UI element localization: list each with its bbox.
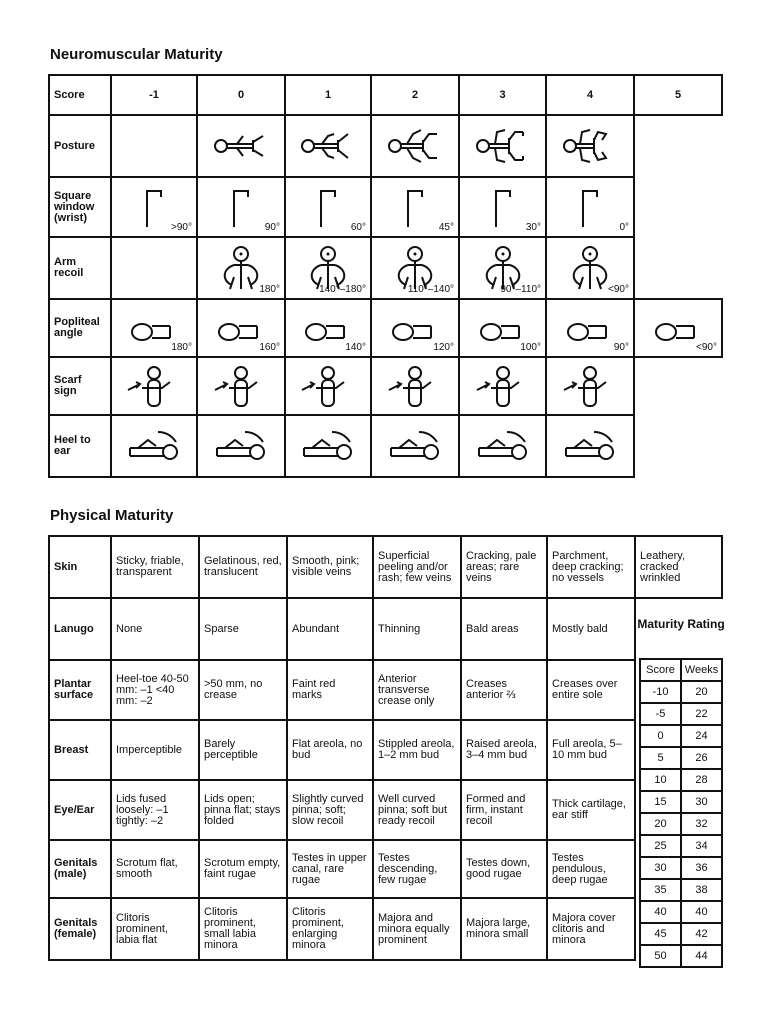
score-column-header: 5 xyxy=(634,75,722,115)
cell-text: Heel-toe 40-50 mm: –1 <40 mm: –2 xyxy=(116,672,189,707)
angle-label: 100° xyxy=(520,342,541,353)
cell-text: Smooth, pink; visible veins xyxy=(292,555,360,578)
physical-cell xyxy=(199,660,287,720)
physical-row xyxy=(49,720,722,780)
angle-label: 120° xyxy=(433,342,454,353)
cell-text: Creases anterior ⅔ xyxy=(466,678,516,701)
neuro-row-label: Heel to ear xyxy=(49,415,111,477)
physical-cell xyxy=(461,840,547,898)
physical-cell xyxy=(373,898,461,960)
neuro-cell xyxy=(546,299,634,357)
angle-label: 0° xyxy=(619,222,629,233)
physical-maturity-title: Physical Maturity xyxy=(50,507,174,524)
physical-cell xyxy=(287,840,373,898)
maturity-rating-title: Maturity Rating xyxy=(637,617,725,631)
neuro-cell xyxy=(111,299,197,357)
neuro-cell xyxy=(111,177,197,237)
maturity-score: 45 xyxy=(640,923,681,945)
popliteal-icon xyxy=(376,312,454,344)
posture-1-icon xyxy=(290,126,366,166)
maturity-header: Weeks xyxy=(681,659,722,681)
physical-cell xyxy=(547,598,635,660)
angle-label: 160° xyxy=(259,342,280,353)
neuro-cell xyxy=(634,299,722,357)
neuro-cell xyxy=(197,357,285,415)
physical-cell xyxy=(287,780,373,840)
neuro-row-label: Scarf sign xyxy=(49,357,111,415)
neuro-row-label: Square window (wrist) xyxy=(49,177,111,237)
physical-cell xyxy=(199,898,287,960)
physical-cell xyxy=(111,598,199,660)
maturity-row xyxy=(640,901,722,923)
neuro-cell xyxy=(111,357,197,415)
angle-label: 110°–140° xyxy=(407,284,454,295)
heel-ear-icon xyxy=(376,426,454,466)
physical-cell xyxy=(199,720,287,780)
cell-text: Imperceptible xyxy=(116,743,183,756)
cell-text: Sparse xyxy=(204,622,239,635)
maturity-score: 40 xyxy=(640,901,681,923)
cell-text: Cracking, pale areas; rare veins xyxy=(466,549,537,584)
neuro-cell xyxy=(285,357,371,415)
physical-cell xyxy=(373,840,461,898)
cell-text: Testes in upper canal, rare rugae xyxy=(292,851,367,886)
physical-cell xyxy=(461,720,547,780)
maturity-weeks: 22 xyxy=(681,703,722,725)
cell-text: Scrotum flat, smooth xyxy=(116,857,178,880)
maturity-score: 30 xyxy=(640,857,681,879)
physical-cell xyxy=(287,720,373,780)
physical-cell xyxy=(373,660,461,720)
cell-text: Mostly bald xyxy=(552,622,608,635)
physical-row xyxy=(49,780,722,840)
heel-ear-icon xyxy=(290,426,366,466)
neuro-cell xyxy=(371,415,459,477)
heel-ear-icon xyxy=(202,426,280,466)
maturity-weeks: 24 xyxy=(681,725,722,747)
cell-text: Raised areola, 3–4 mm bud xyxy=(466,738,537,761)
angle-label: 90°–110° xyxy=(500,284,541,295)
cell-text: Leathery, cracked wrinkled xyxy=(640,549,686,584)
physical-row-label: Plantar surface xyxy=(49,660,111,720)
cell-text: Lids open; pinna flat; stays folded xyxy=(204,792,281,827)
maturity-row xyxy=(640,835,722,857)
popliteal-icon xyxy=(202,312,280,344)
physical-cell xyxy=(287,660,373,720)
physical-cell xyxy=(111,780,199,840)
physical-cell xyxy=(287,598,373,660)
cell-text: Thinning xyxy=(378,622,421,635)
angle-label: 180° xyxy=(171,342,192,353)
physical-cell xyxy=(287,898,373,960)
neuro-row xyxy=(49,415,722,477)
maturity-score: 10 xyxy=(640,769,681,791)
cell-text: Clitoris prominent, labia flat xyxy=(116,911,168,946)
empty-cell xyxy=(634,357,722,415)
physical-cell xyxy=(547,536,635,598)
physical-cell xyxy=(111,840,199,898)
scarf-icon xyxy=(376,364,454,408)
physical-cell xyxy=(461,536,547,598)
angle-label: 30° xyxy=(525,222,541,233)
neuro-cell xyxy=(459,177,546,237)
physical-cell xyxy=(547,840,635,898)
cell-text: Testes pendulous, deep rugae xyxy=(552,851,608,886)
scarf-icon xyxy=(290,364,366,408)
neuro-cell xyxy=(285,237,371,299)
neuro-cell xyxy=(285,415,371,477)
posture-0-icon xyxy=(202,126,280,166)
cell-text: Abundant xyxy=(292,622,340,635)
cell-text: Flat areola, no bud xyxy=(292,738,363,761)
neuro-cell xyxy=(546,177,634,237)
cell-text: Majora and minora equally prominent xyxy=(378,911,450,946)
neuro-cell xyxy=(546,237,634,299)
posture-2-icon xyxy=(376,126,454,166)
angle-label: <90° xyxy=(608,284,629,295)
neuro-row-label: Popliteal angle xyxy=(49,299,111,357)
neuro-cell xyxy=(546,357,634,415)
neuro-row-label: Arm recoil xyxy=(49,237,111,299)
physical-cell xyxy=(111,536,199,598)
empty-cell xyxy=(634,237,722,299)
maturity-score: 25 xyxy=(640,835,681,857)
physical-cell xyxy=(111,898,199,960)
cell-text: Superficial peeling and/or rash; few veins xyxy=(378,549,452,584)
maturity-weeks: 30 xyxy=(681,791,722,813)
maturity-score: -5 xyxy=(640,703,681,725)
cell-text: Majora cover clitoris and minora xyxy=(552,911,616,946)
physical-cell xyxy=(373,598,461,660)
empty-cell xyxy=(634,177,722,237)
physical-row xyxy=(49,660,722,720)
neuro-cell xyxy=(459,115,546,177)
neuro-row xyxy=(49,237,722,299)
maturity-header-row xyxy=(640,659,722,681)
physical-cell xyxy=(111,720,199,780)
cell-text: Clitoris prominent, small labia minora xyxy=(204,906,256,951)
physical-row xyxy=(49,840,722,898)
physical-maturity-table xyxy=(48,535,723,961)
cell-text: Barely perceptible xyxy=(204,738,258,761)
maturity-row xyxy=(640,879,722,901)
angle-label: 90° xyxy=(264,222,280,233)
maturity-row xyxy=(640,791,722,813)
maturity-weeks: 20 xyxy=(681,681,722,703)
physical-cell xyxy=(547,660,635,720)
angle-label: 90° xyxy=(613,342,629,353)
neuro-cell xyxy=(371,115,459,177)
scarf-icon xyxy=(116,364,192,408)
angle-label: 180° xyxy=(259,284,280,295)
cell-text: Parchment, deep cracking; no vessels xyxy=(552,549,624,584)
cell-text: Full areola, 5–10 mm bud xyxy=(552,738,622,761)
neuro-cell xyxy=(459,415,546,477)
maturity-score: 5 xyxy=(640,747,681,769)
angle-label: 60° xyxy=(350,222,366,233)
neuro-row xyxy=(49,299,722,357)
cell-text: Creases over entire sole xyxy=(552,678,618,701)
neuro-cell xyxy=(459,357,546,415)
cell-text: Well curved pinna; soft but ready recoil xyxy=(378,792,448,827)
neuro-cell xyxy=(371,177,459,237)
neuro-row xyxy=(49,115,722,177)
popliteal-icon xyxy=(464,312,541,344)
physical-cell xyxy=(461,660,547,720)
posture-4-icon xyxy=(551,126,629,166)
maturity-header: Score xyxy=(640,659,681,681)
cell-text: Bald areas xyxy=(466,622,519,635)
heel-ear-icon xyxy=(116,426,192,466)
cell-text: Thick cartilage, ear stiff xyxy=(552,798,626,821)
neuro-cell xyxy=(546,115,634,177)
cell-text: Testes down, good rugae xyxy=(466,857,531,880)
empty-cell xyxy=(634,415,722,477)
maturity-row xyxy=(640,725,722,747)
maturity-row xyxy=(640,747,722,769)
maturity-row xyxy=(640,923,722,945)
physical-cell xyxy=(199,840,287,898)
physical-cell xyxy=(199,536,287,598)
score-column-header: 4 xyxy=(546,75,634,115)
neuromuscular-maturity-table xyxy=(48,74,723,478)
neuro-cell xyxy=(285,299,371,357)
maturity-score: -10 xyxy=(640,681,681,703)
score-column-header: 1 xyxy=(285,75,371,115)
cell-text: None xyxy=(116,622,143,635)
physical-row xyxy=(49,898,722,960)
physical-row xyxy=(49,598,722,660)
neuro-cell xyxy=(197,415,285,477)
empty-cell xyxy=(111,115,197,177)
popliteal-icon xyxy=(116,312,192,344)
physical-row-label: Breast xyxy=(49,720,111,780)
cell-text: Testes descending, few rugae xyxy=(378,851,438,886)
physical-row-label: Skin xyxy=(49,536,111,598)
score-column-header: 2 xyxy=(371,75,459,115)
maturity-weeks: 26 xyxy=(681,747,722,769)
physical-cell xyxy=(461,898,547,960)
neuro-row-label: Posture xyxy=(49,115,111,177)
neuro-cell xyxy=(546,415,634,477)
physical-cell xyxy=(547,720,635,780)
neuro-cell xyxy=(111,415,197,477)
cell-text: Stippled areola, 1–2 mm bud xyxy=(378,738,455,761)
angle-label: 140° xyxy=(345,342,366,353)
neuro-cell xyxy=(371,357,459,415)
popliteal-icon xyxy=(639,312,717,344)
maturity-row xyxy=(640,769,722,791)
scarf-icon xyxy=(202,364,280,408)
neuro-cell xyxy=(371,299,459,357)
empty-cell xyxy=(634,115,722,177)
maturity-weeks: 32 xyxy=(681,813,722,835)
cell-text: Anterior transverse crease only xyxy=(378,672,435,707)
scarf-icon xyxy=(464,364,541,408)
neuromuscular-maturity-title: Neuromuscular Maturity xyxy=(50,46,223,63)
maturity-score: 50 xyxy=(640,945,681,967)
maturity-weeks: 36 xyxy=(681,857,722,879)
maturity-score: 35 xyxy=(640,879,681,901)
maturity-weeks: 38 xyxy=(681,879,722,901)
maturity-rating-table xyxy=(639,658,723,968)
cell-text: Lids fused loosely: –1 tightly: –2 xyxy=(116,792,169,827)
neuro-cell xyxy=(459,299,546,357)
physical-cell xyxy=(547,898,635,960)
popliteal-icon xyxy=(551,312,629,344)
cell-text: Faint red marks xyxy=(292,678,336,701)
physical-row-label: Genitals (male) xyxy=(49,840,111,898)
physical-cell xyxy=(287,536,373,598)
empty-cell xyxy=(111,237,197,299)
heel-ear-icon xyxy=(551,426,629,466)
angle-label: <90° xyxy=(696,342,717,353)
cell-text: >50 mm, no crease xyxy=(204,678,263,701)
wrist-icon xyxy=(551,185,629,229)
neuro-cell xyxy=(197,177,285,237)
cell-text: Majora large, minora small xyxy=(466,917,531,940)
neuro-cell xyxy=(285,115,371,177)
score-column-header: 3 xyxy=(459,75,546,115)
physical-row-label: Eye/Ear xyxy=(49,780,111,840)
physical-row-label: Genitals (female) xyxy=(49,898,111,960)
maturity-row xyxy=(640,945,722,967)
physical-row-label: Lanugo xyxy=(49,598,111,660)
neuro-cell xyxy=(371,237,459,299)
cell-text: Clitoris prominent, enlarging minora xyxy=(292,906,344,951)
maturity-weeks: 28 xyxy=(681,769,722,791)
maturity-weeks: 34 xyxy=(681,835,722,857)
physical-cell xyxy=(199,780,287,840)
physical-cell xyxy=(635,536,722,598)
neuro-cell xyxy=(197,115,285,177)
score-column-header: 0 xyxy=(197,75,285,115)
maturity-weeks: 40 xyxy=(681,901,722,923)
neuro-row xyxy=(49,177,722,237)
cell-text: Gelatinous, red, translucent xyxy=(204,555,282,578)
physical-cell xyxy=(373,720,461,780)
maturity-row xyxy=(640,681,722,703)
maturity-score: 0 xyxy=(640,725,681,747)
cell-text: Formed and firm, instant recoil xyxy=(466,792,526,827)
physical-cell xyxy=(199,598,287,660)
maturity-row xyxy=(640,857,722,879)
posture-3-icon xyxy=(464,126,541,166)
neuro-cell xyxy=(459,237,546,299)
maturity-weeks: 42 xyxy=(681,923,722,945)
neuro-row xyxy=(49,357,722,415)
maturity-score: 15 xyxy=(640,791,681,813)
angle-label: >90° xyxy=(171,222,192,233)
maturity-weeks: 44 xyxy=(681,945,722,967)
neuro-cell xyxy=(197,299,285,357)
angle-label: 140°–180° xyxy=(319,284,366,295)
heel-ear-icon xyxy=(464,426,541,466)
popliteal-icon xyxy=(290,312,366,344)
physical-cell xyxy=(461,598,547,660)
cell-text: Sticky, friable, transparent xyxy=(116,555,184,578)
cell-text: Scrotum empty, faint rugae xyxy=(204,857,281,880)
score-label: Score xyxy=(49,75,111,115)
maturity-score: 20 xyxy=(640,813,681,835)
physical-cell xyxy=(111,660,199,720)
cell-text: Slightly curved pinna; soft; slow recoil xyxy=(292,792,364,827)
neuro-cell xyxy=(285,177,371,237)
score-column-header: -1 xyxy=(111,75,197,115)
physical-cell xyxy=(547,780,635,840)
physical-row xyxy=(49,536,722,598)
physical-cell xyxy=(373,780,461,840)
physical-cell xyxy=(461,780,547,840)
score-header-row xyxy=(49,75,722,115)
scarf-icon xyxy=(551,364,629,408)
neuro-cell xyxy=(197,237,285,299)
maturity-row xyxy=(640,813,722,835)
physical-cell xyxy=(373,536,461,598)
angle-label: 45° xyxy=(438,222,454,233)
maturity-row xyxy=(640,703,722,725)
